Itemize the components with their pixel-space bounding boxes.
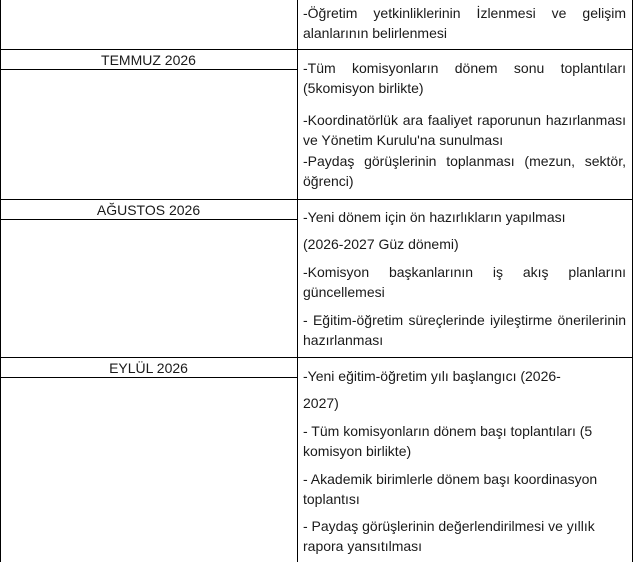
activity-item: -Tüm komisyonların dönem sonu toplantıları (5komisyon birlikte) — [303, 60, 626, 96]
activity-item: - Eğitim-öğretim süreçlerinde iyileştirme önerilerinin hazırlanması — [303, 312, 626, 348]
table-border-left — [0, 0, 1, 562]
activity-item: - Tüm komisyonların dönem başı toplantıları (5 komisyon birlikte) — [303, 423, 593, 459]
activity-item: 2027) — [303, 395, 339, 411]
activity-item: -Yeni dönem için ön hazırlıkların yapılması — [303, 209, 566, 225]
activity-item: -Komisyon başkanlarının iş akış planlarını güncellemesi — [303, 264, 626, 300]
activity-item: -Paydaş görüşlerinin toplanması (mezun, sektör, öğrenci) — [303, 153, 626, 189]
activity-item: - Akademik birimlerle dönem başı koordinasyon toplantısı — [303, 471, 598, 507]
activity-item: - Paydaş görüşlerinin değerlendirilmesi ve yıllık rapora yansıtılması — [303, 518, 595, 554]
month-label: EYLÜL 2026 — [109, 360, 188, 376]
month-label: TEMMUZ 2026 — [101, 52, 196, 68]
month-label: AĞUSTOS 2026 — [96, 202, 201, 218]
activity-item: -Koordinatörlük ara faaliyet raporunun hazırlanması ve Yönetim Kurulu'na sunulması — [303, 112, 626, 148]
activity-item: -Öğretim yetkinliklerinin İzlenmesi ve gelişim alanlarının belirlenmesi — [303, 5, 626, 41]
column-divider — [297, 0, 298, 562]
activity-item: (2026-2027 Güz dönemi) — [303, 236, 459, 252]
activity-item: -Yeni eğitim-öğretim yılı başlangıcı (2026- — [303, 368, 561, 384]
table-border-right — [632, 0, 633, 562]
